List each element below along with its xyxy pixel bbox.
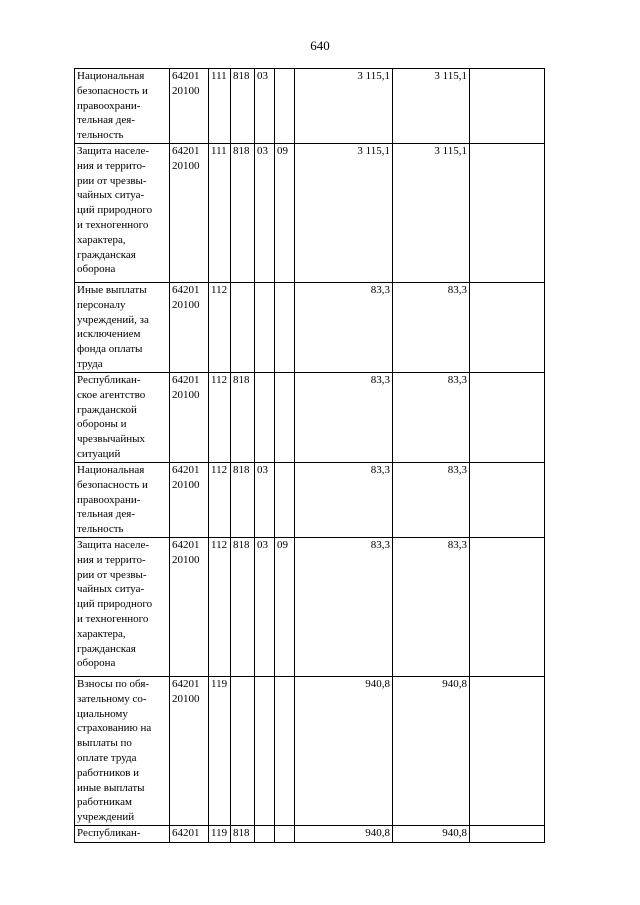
item-name-line: чайных ситуа-: [77, 189, 145, 202]
department-code-cell: 818: [231, 826, 255, 843]
amount-cell: [470, 677, 545, 826]
item-name-line: исключением: [77, 328, 141, 341]
target-code-line: 20100: [172, 159, 200, 172]
item-name-line: учреждений: [77, 811, 135, 824]
item-name-line: страхованию на: [77, 722, 152, 735]
section-code-cell: 03: [255, 538, 275, 677]
item-name-line: безопасность и: [77, 478, 148, 491]
table-row: [75, 677, 545, 826]
amount-cell: 3 115,1: [393, 69, 470, 144]
department-code-cell: 818: [231, 373, 255, 463]
expense-type-cell: 112: [209, 373, 231, 463]
amount-cell: 83,3: [393, 283, 470, 373]
page-number: 640: [310, 38, 330, 53]
section-code-cell: [255, 677, 275, 826]
item-name-line: рии от чрезвы-: [77, 568, 147, 581]
item-name-line: ния и террито-: [77, 159, 146, 172]
department-code-cell: 818: [231, 538, 255, 677]
table-row: [75, 144, 545, 283]
item-name-line: ское агентство: [77, 388, 146, 401]
section-code-cell: 03: [255, 463, 275, 538]
item-name-line: гражданской: [77, 403, 137, 416]
item-name-cell: [75, 538, 170, 677]
item-name-line: Иные выплаты: [77, 284, 147, 296]
item-name-line: тельность: [77, 523, 124, 536]
amount-cell: [470, 69, 545, 144]
item-name-line: обороны и: [77, 418, 127, 431]
item-name-line: и техногенного: [77, 218, 149, 231]
amount-cell: 3 115,1: [295, 69, 393, 144]
section-code-cell: 03: [255, 144, 275, 283]
target-code-line: 64201: [172, 539, 200, 551]
item-name-line: оплате труда: [77, 751, 137, 764]
amount-cell: 83,3: [295, 283, 393, 373]
item-name-line: рии от чрезвы-: [77, 174, 147, 187]
target-code-line: 20100: [172, 388, 200, 401]
amount-cell: 940,8: [295, 826, 393, 843]
item-name-cell: [75, 283, 170, 373]
amount-cell: 83,3: [393, 538, 470, 677]
target-code-line: 20100: [172, 298, 200, 311]
amount-cell: 940,8: [393, 677, 470, 826]
item-name-line: иные выплаты: [77, 781, 145, 794]
item-name-line: Республикан-: [77, 827, 141, 839]
amount-cell: 83,3: [393, 463, 470, 538]
item-name-line: ций природного: [77, 598, 153, 611]
section-code-cell: [255, 826, 275, 843]
expense-type-cell: 112: [209, 538, 231, 677]
subsection-code-cell: [275, 677, 295, 826]
item-name-line: и техногенного: [77, 612, 149, 625]
amount-cell: [470, 283, 545, 373]
table-row: [75, 463, 545, 538]
target-code-cell: [170, 373, 209, 463]
item-name-cell: [75, 826, 170, 843]
amount-cell: [470, 826, 545, 843]
section-code-cell: 03: [255, 69, 275, 144]
amount-cell: 83,3: [295, 373, 393, 463]
item-name-line: тельность: [77, 129, 124, 142]
item-name-line: тельная дея-: [77, 114, 135, 127]
target-code-line: 64201: [172, 70, 200, 82]
subsection-code-cell: [275, 826, 295, 843]
target-code-cell: [170, 283, 209, 373]
item-name-line: правоохрани-: [77, 99, 141, 112]
item-name-line: циальному: [77, 707, 128, 720]
item-name-line: ций природного: [77, 204, 153, 217]
item-name-line: гражданская: [77, 248, 136, 261]
department-code-cell: 818: [231, 144, 255, 283]
target-code-line: 64201: [172, 284, 200, 296]
target-code-cell: [170, 144, 209, 283]
target-code-line: 20100: [172, 553, 200, 566]
expense-type-cell: 119: [209, 677, 231, 826]
item-name-line: Защита населе-: [77, 145, 150, 157]
target-code-cell: [170, 463, 209, 538]
amount-cell: 940,8: [393, 826, 470, 843]
item-name-cell: [75, 463, 170, 538]
item-name-line: учреждений, за: [77, 313, 149, 326]
expense-type-cell: 119: [209, 826, 231, 843]
item-name-line: работников и: [77, 766, 140, 779]
item-name-line: фонда оплаты: [77, 343, 143, 356]
item-name-line: тельная дея-: [77, 508, 135, 521]
item-name-line: характера,: [77, 627, 126, 640]
department-code-cell: [231, 677, 255, 826]
amount-cell: 940,8: [295, 677, 393, 826]
amount-cell: 83,3: [295, 538, 393, 677]
subsection-code-cell: [275, 463, 295, 538]
target-code-cell: [170, 538, 209, 677]
section-code-cell: [255, 373, 275, 463]
item-name-cell: [75, 144, 170, 283]
item-name-line: ния и террито-: [77, 553, 146, 566]
table-row: [75, 373, 545, 463]
item-name-line: Национальная: [77, 70, 145, 82]
target-code-line: 20100: [172, 692, 200, 705]
subsection-code-cell: 09: [275, 538, 295, 677]
expense-type-cell: 112: [209, 283, 231, 373]
department-code-cell: 818: [231, 463, 255, 538]
table-row: [75, 69, 545, 144]
target-code-line: 20100: [172, 84, 200, 97]
item-name-line: гражданская: [77, 642, 136, 655]
expense-type-cell: 111: [209, 69, 231, 144]
item-name-line: чайных ситуа-: [77, 583, 145, 596]
amount-cell: 83,3: [295, 463, 393, 538]
item-name-line: труда: [77, 357, 103, 370]
item-name-line: характера,: [77, 233, 126, 246]
amount-cell: [470, 144, 545, 283]
item-name-line: персоналу: [77, 298, 126, 311]
item-name-line: Защита населе-: [77, 539, 150, 551]
item-name-line: ситуаций: [77, 447, 121, 460]
department-code-cell: 818: [231, 69, 255, 144]
subsection-code-cell: [275, 69, 295, 144]
item-name-line: оборона: [77, 657, 116, 670]
subsection-code-cell: 09: [275, 144, 295, 283]
target-code-line: 64201: [172, 374, 200, 386]
item-name-line: выплаты по: [77, 737, 132, 750]
table-row: [75, 826, 545, 843]
item-name-line: зательному со-: [77, 692, 147, 705]
target-code-line: 20100: [172, 478, 200, 491]
item-name-line: Республикан-: [77, 374, 141, 386]
item-name-line: Взносы по обя-: [77, 678, 150, 690]
item-name-line: правоохрани-: [77, 493, 141, 506]
table-body: [75, 69, 545, 843]
expense-type-cell: 112: [209, 463, 231, 538]
table-row: [75, 283, 545, 373]
amount-cell: [470, 463, 545, 538]
target-code-cell: [170, 677, 209, 826]
amount-cell: 3 115,1: [393, 144, 470, 283]
amount-cell: 83,3: [393, 373, 470, 463]
amount-cell: 3 115,1: [295, 144, 393, 283]
item-name-cell: [75, 69, 170, 144]
budget-table: [74, 68, 545, 843]
amount-cell: [470, 538, 545, 677]
target-code-line: 64201: [172, 678, 200, 690]
target-code-line: 64201: [172, 827, 200, 839]
expense-type-cell: 111: [209, 144, 231, 283]
item-name-line: безопасность и: [77, 84, 148, 97]
amount-cell: [470, 373, 545, 463]
item-name-line: чрезвычайных: [77, 433, 146, 446]
target-code-cell: [170, 826, 209, 843]
item-name-cell: [75, 373, 170, 463]
section-code-cell: [255, 283, 275, 373]
target-code-line: 64201: [172, 464, 200, 476]
target-code-cell: [170, 69, 209, 144]
department-code-cell: [231, 283, 255, 373]
subsection-code-cell: [275, 283, 295, 373]
item-name-cell: [75, 677, 170, 826]
item-name-line: работникам: [77, 796, 132, 809]
target-code-line: 64201: [172, 145, 200, 157]
subsection-code-cell: [275, 373, 295, 463]
table-row: [75, 538, 545, 677]
item-name-line: оборона: [77, 263, 116, 276]
item-name-line: Национальная: [77, 464, 145, 476]
